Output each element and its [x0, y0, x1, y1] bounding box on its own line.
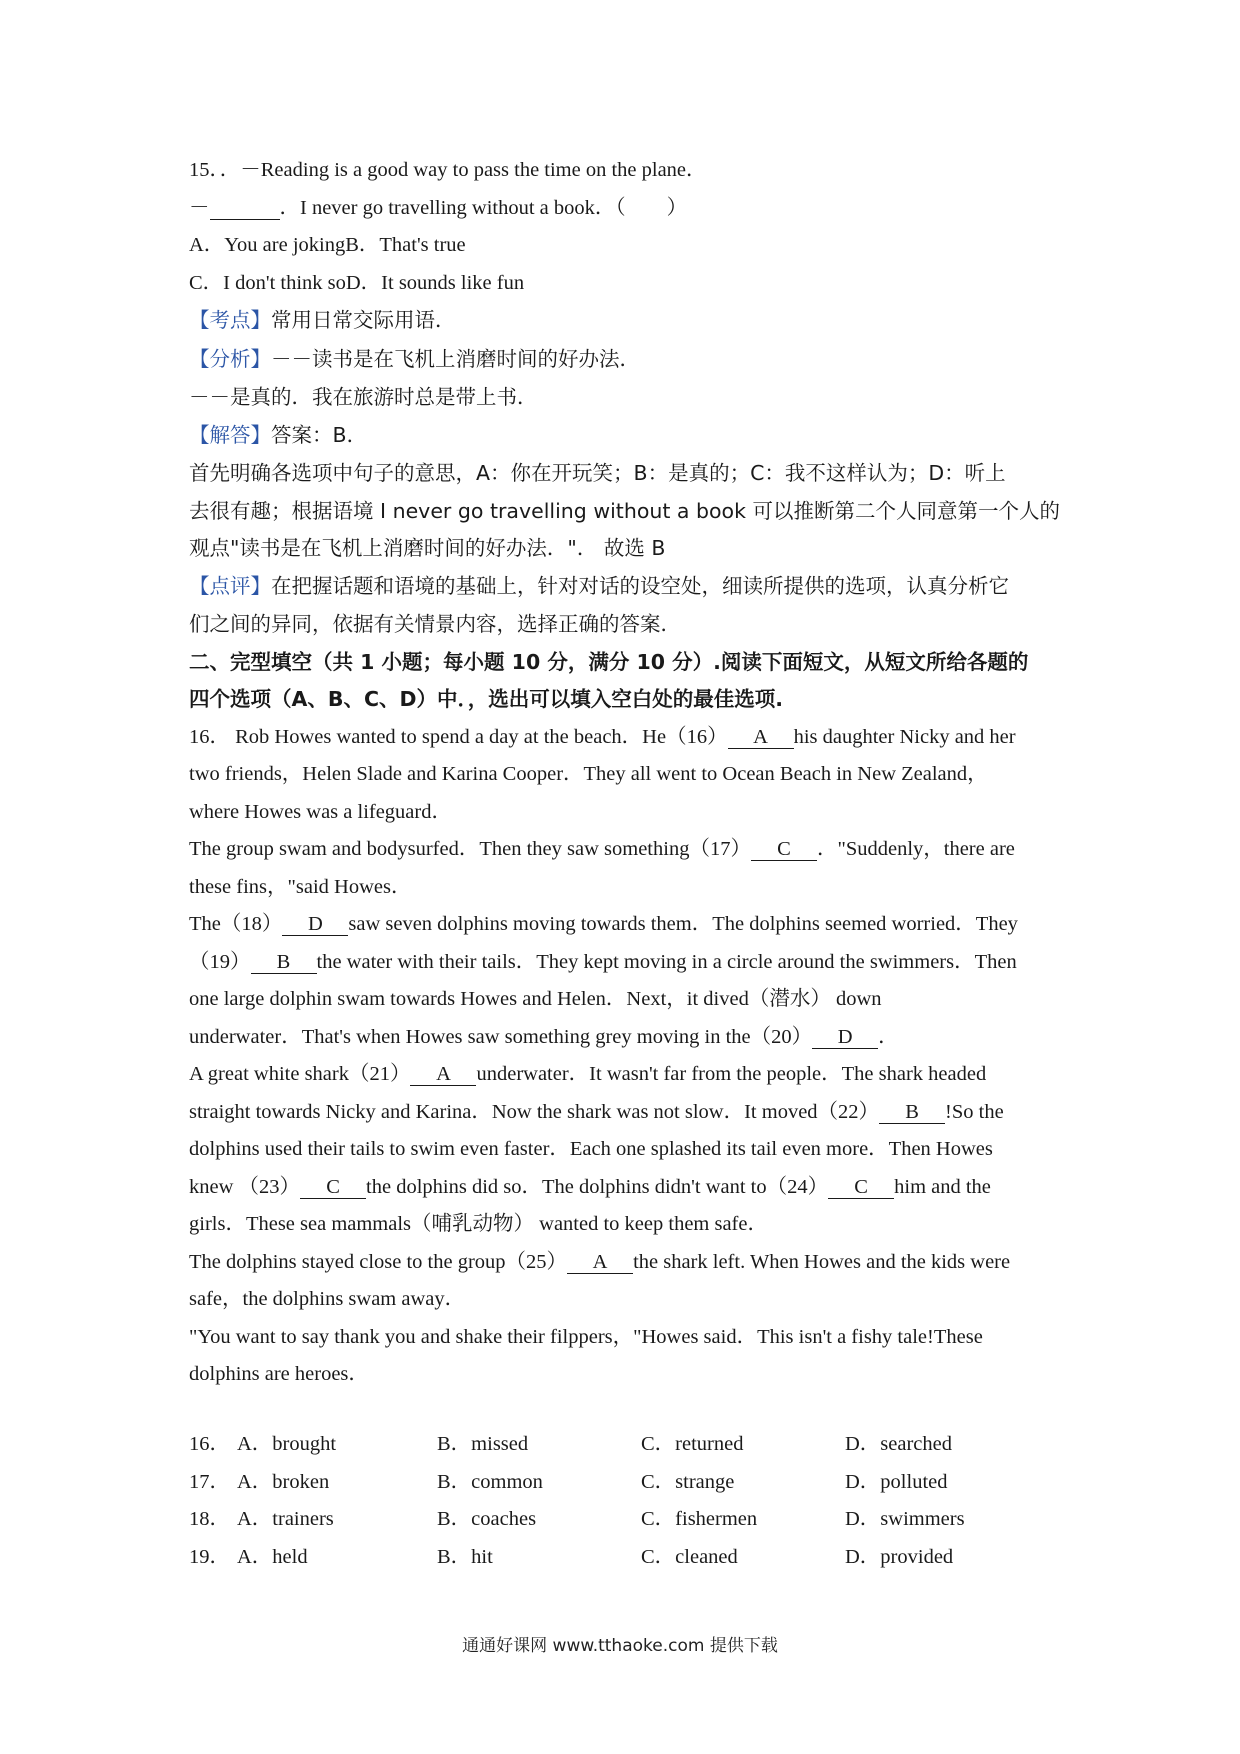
answer-blank-16: A	[728, 726, 794, 749]
options-table	[189, 1426, 1065, 1576]
kaodian-tag: 【考点】	[189, 308, 271, 332]
option-b: B．missed	[437, 1433, 529, 1455]
option-d: D．swimmers	[845, 1508, 965, 1530]
page-footer: 通通好课网 www.tthaoke.com 提供下载	[462, 1636, 778, 1656]
kaodian-text: 常用日常交际用语．	[271, 308, 456, 332]
section-heading-1: 二、完型填空（共 1 小题；每小题 10 分，满分 10 分）.阅读下面短文，从短文所给各题的	[189, 649, 1029, 674]
answer-blank-21: A	[410, 1063, 476, 1086]
passage-text: knew （23）	[189, 1175, 301, 1198]
option-number: 19．	[189, 1545, 230, 1568]
answer-blank-17: C	[751, 838, 817, 861]
passage-text: underwater．That's when Howes saw something grey moving in the（20）	[189, 1025, 813, 1048]
dianping-text: 在把握话题和语境的基础上，针对对话的设空处，细读所提供的选项，认真分析它	[271, 573, 1009, 598]
option-a: A．brought	[237, 1433, 337, 1455]
passage-line-2: two friends，Helen Slade and Karina Cooper．They all went to Ocean Beach in New Zealand，	[189, 763, 988, 785]
option-c: C．strange	[641, 1470, 735, 1493]
option-row-18	[189, 1501, 1065, 1539]
passage-line-17: "You want to say thank you and shake their filppers，"Howes said．This isn't a fishy tale!These	[189, 1325, 983, 1348]
dianping-tag: 【点评】	[189, 573, 271, 598]
document-body	[189, 152, 1065, 1394]
q15-line2-suffix: ．I never go travelling without a book．（ ）	[279, 196, 688, 219]
q15-blank	[210, 197, 280, 220]
answer-blank-25: A	[567, 1251, 633, 1274]
option-b: B．common	[437, 1470, 543, 1493]
passage-line-16: safe，the dolphins swam away．	[189, 1288, 466, 1310]
dianping-line-2: 们之间的异同，依据有关情景内容，选择正确的答案．	[189, 612, 681, 636]
passage-line-7	[189, 944, 1065, 982]
passage-text: saw seven dolphins moving towards them．The dolphins seemed worried．They	[348, 913, 1018, 935]
passage-text: the dolphins did so．The dolphins didn't want to（24）	[366, 1175, 829, 1198]
q15-options-1: A．You are jokingB．That's true	[189, 234, 466, 256]
passage-text: The（18）	[189, 913, 283, 935]
option-row-19	[189, 1539, 1065, 1577]
option-a: A．held	[237, 1545, 308, 1568]
option-d: D．searched	[845, 1433, 953, 1455]
passage-text: A great white shark（21）	[189, 1063, 411, 1085]
answer-blank-22: B	[879, 1101, 945, 1124]
fenxi-line	[189, 341, 1065, 380]
explain-line-2: 去很有趣；根据语境 I never go travelling without a book 可以推断第二个人同意第一个人的	[189, 498, 1060, 523]
passage-text: The group swam and bodysurfed．Then they saw something（17）	[189, 838, 751, 860]
answer-blank-18: D	[282, 913, 348, 936]
passage-line-6	[189, 906, 1065, 944]
passage-text: his daughter Nicky and her	[793, 725, 1016, 748]
q15-options-2: C．I don't think soD．It sounds like fun	[189, 271, 525, 294]
section-heading-2: 四个选项（A、B、C、D）中．，选出可以填入空白处的最佳选项.	[189, 687, 784, 711]
option-number: 16．	[189, 1433, 230, 1455]
passage-line-8: one large dolphin swam towards Howes and Helen．Next，it dived（潜水） down	[189, 988, 882, 1010]
passage-line-10	[189, 1056, 1065, 1094]
option-d: D．provided	[845, 1545, 954, 1568]
option-a: A．broken	[237, 1470, 330, 1493]
answer-blank-20: D	[812, 1026, 878, 1049]
option-d: D．polluted	[845, 1470, 948, 1493]
option-c: C．fishermen	[641, 1508, 758, 1530]
option-c: C．cleaned	[641, 1545, 738, 1568]
passage-text: The dolphins stayed close to the group（25）	[189, 1250, 568, 1273]
explain-line-3: 观点"读书是在飞机上消磨时间的好办法．"． 故选 B	[189, 536, 666, 560]
option-row-17	[189, 1464, 1065, 1502]
q15-blank-line	[189, 190, 1065, 228]
passage-text: him and the	[894, 1175, 991, 1198]
passage-text: straight towards Nicky and Karina．Now the shark was not slow．It moved（22）	[189, 1100, 880, 1123]
option-a: A．trainers	[237, 1508, 334, 1530]
passage-line-5: these fins，"said Howes．	[189, 875, 412, 898]
jieda-line	[189, 417, 1065, 456]
fenxi-tag: 【分析】	[189, 346, 271, 371]
jieda-tag: 【解答】	[189, 422, 271, 447]
option-b: B．hit	[437, 1545, 493, 1568]
passage-line-1	[189, 719, 1065, 757]
option-number: 18．	[189, 1508, 230, 1530]
explain-line-1: 首先明确各选项中句子的意思，A：你在开玩笑；B：是真的；C：我不这样认为；D：听上	[189, 461, 1006, 485]
passage-line-14: girls．These sea mammals（哺乳动物） wanted to keep them safe．	[189, 1213, 768, 1235]
q15-stem: 15．．－Reading is a good way to pass the time on the plane．	[189, 159, 707, 181]
passage-text: the water with their tails．They kept moving in a circle around the swimmers．Then	[316, 950, 1017, 973]
passage-text: （19）	[189, 950, 251, 973]
passage-line-3: where Howes was a lifeguard．	[189, 800, 452, 823]
passage-text: !So the	[945, 1100, 1004, 1123]
fenxi-line-2: －－是真的．我在旅游时总是带上书．	[189, 385, 538, 409]
passage-line-4	[189, 831, 1065, 869]
q15-dash: －	[189, 196, 210, 219]
answer-blank-24: C	[828, 1176, 894, 1199]
passage-text: 16． Rob Howes wanted to spend a day at the beach．He（16）	[189, 725, 728, 748]
jieda-text: 答案：B．	[271, 422, 368, 447]
passage-text: underwater．It wasn't far from the people．The shark headed	[476, 1063, 987, 1085]
passage-line-13	[189, 1169, 1065, 1207]
option-row-16	[189, 1426, 1065, 1464]
passage-line-18: dolphins are heroes．	[189, 1363, 369, 1385]
passage-line-12: dolphins used their tails to swim even faster．Each one splashed its tail even more．Then Howes	[189, 1138, 993, 1160]
passage-text: ．	[878, 1025, 899, 1048]
kaodian-line	[189, 302, 1065, 341]
option-c: C．returned	[641, 1433, 744, 1455]
passage-line-15	[189, 1244, 1065, 1282]
passage-text: ．"Suddenly，there are	[816, 838, 1015, 860]
passage-line-9	[189, 1019, 1065, 1057]
option-b: B．coaches	[437, 1508, 537, 1530]
answer-blank-23: C	[300, 1176, 366, 1199]
passage-line-11	[189, 1094, 1065, 1132]
option-number: 17．	[189, 1470, 230, 1493]
answer-blank-19: B	[251, 951, 317, 974]
dianping-line	[189, 568, 1065, 607]
fenxi-text: －－读书是在飞机上消磨时间的好办法．	[271, 346, 640, 371]
passage-text: the shark left. When Howes and the kids were	[633, 1250, 1011, 1273]
